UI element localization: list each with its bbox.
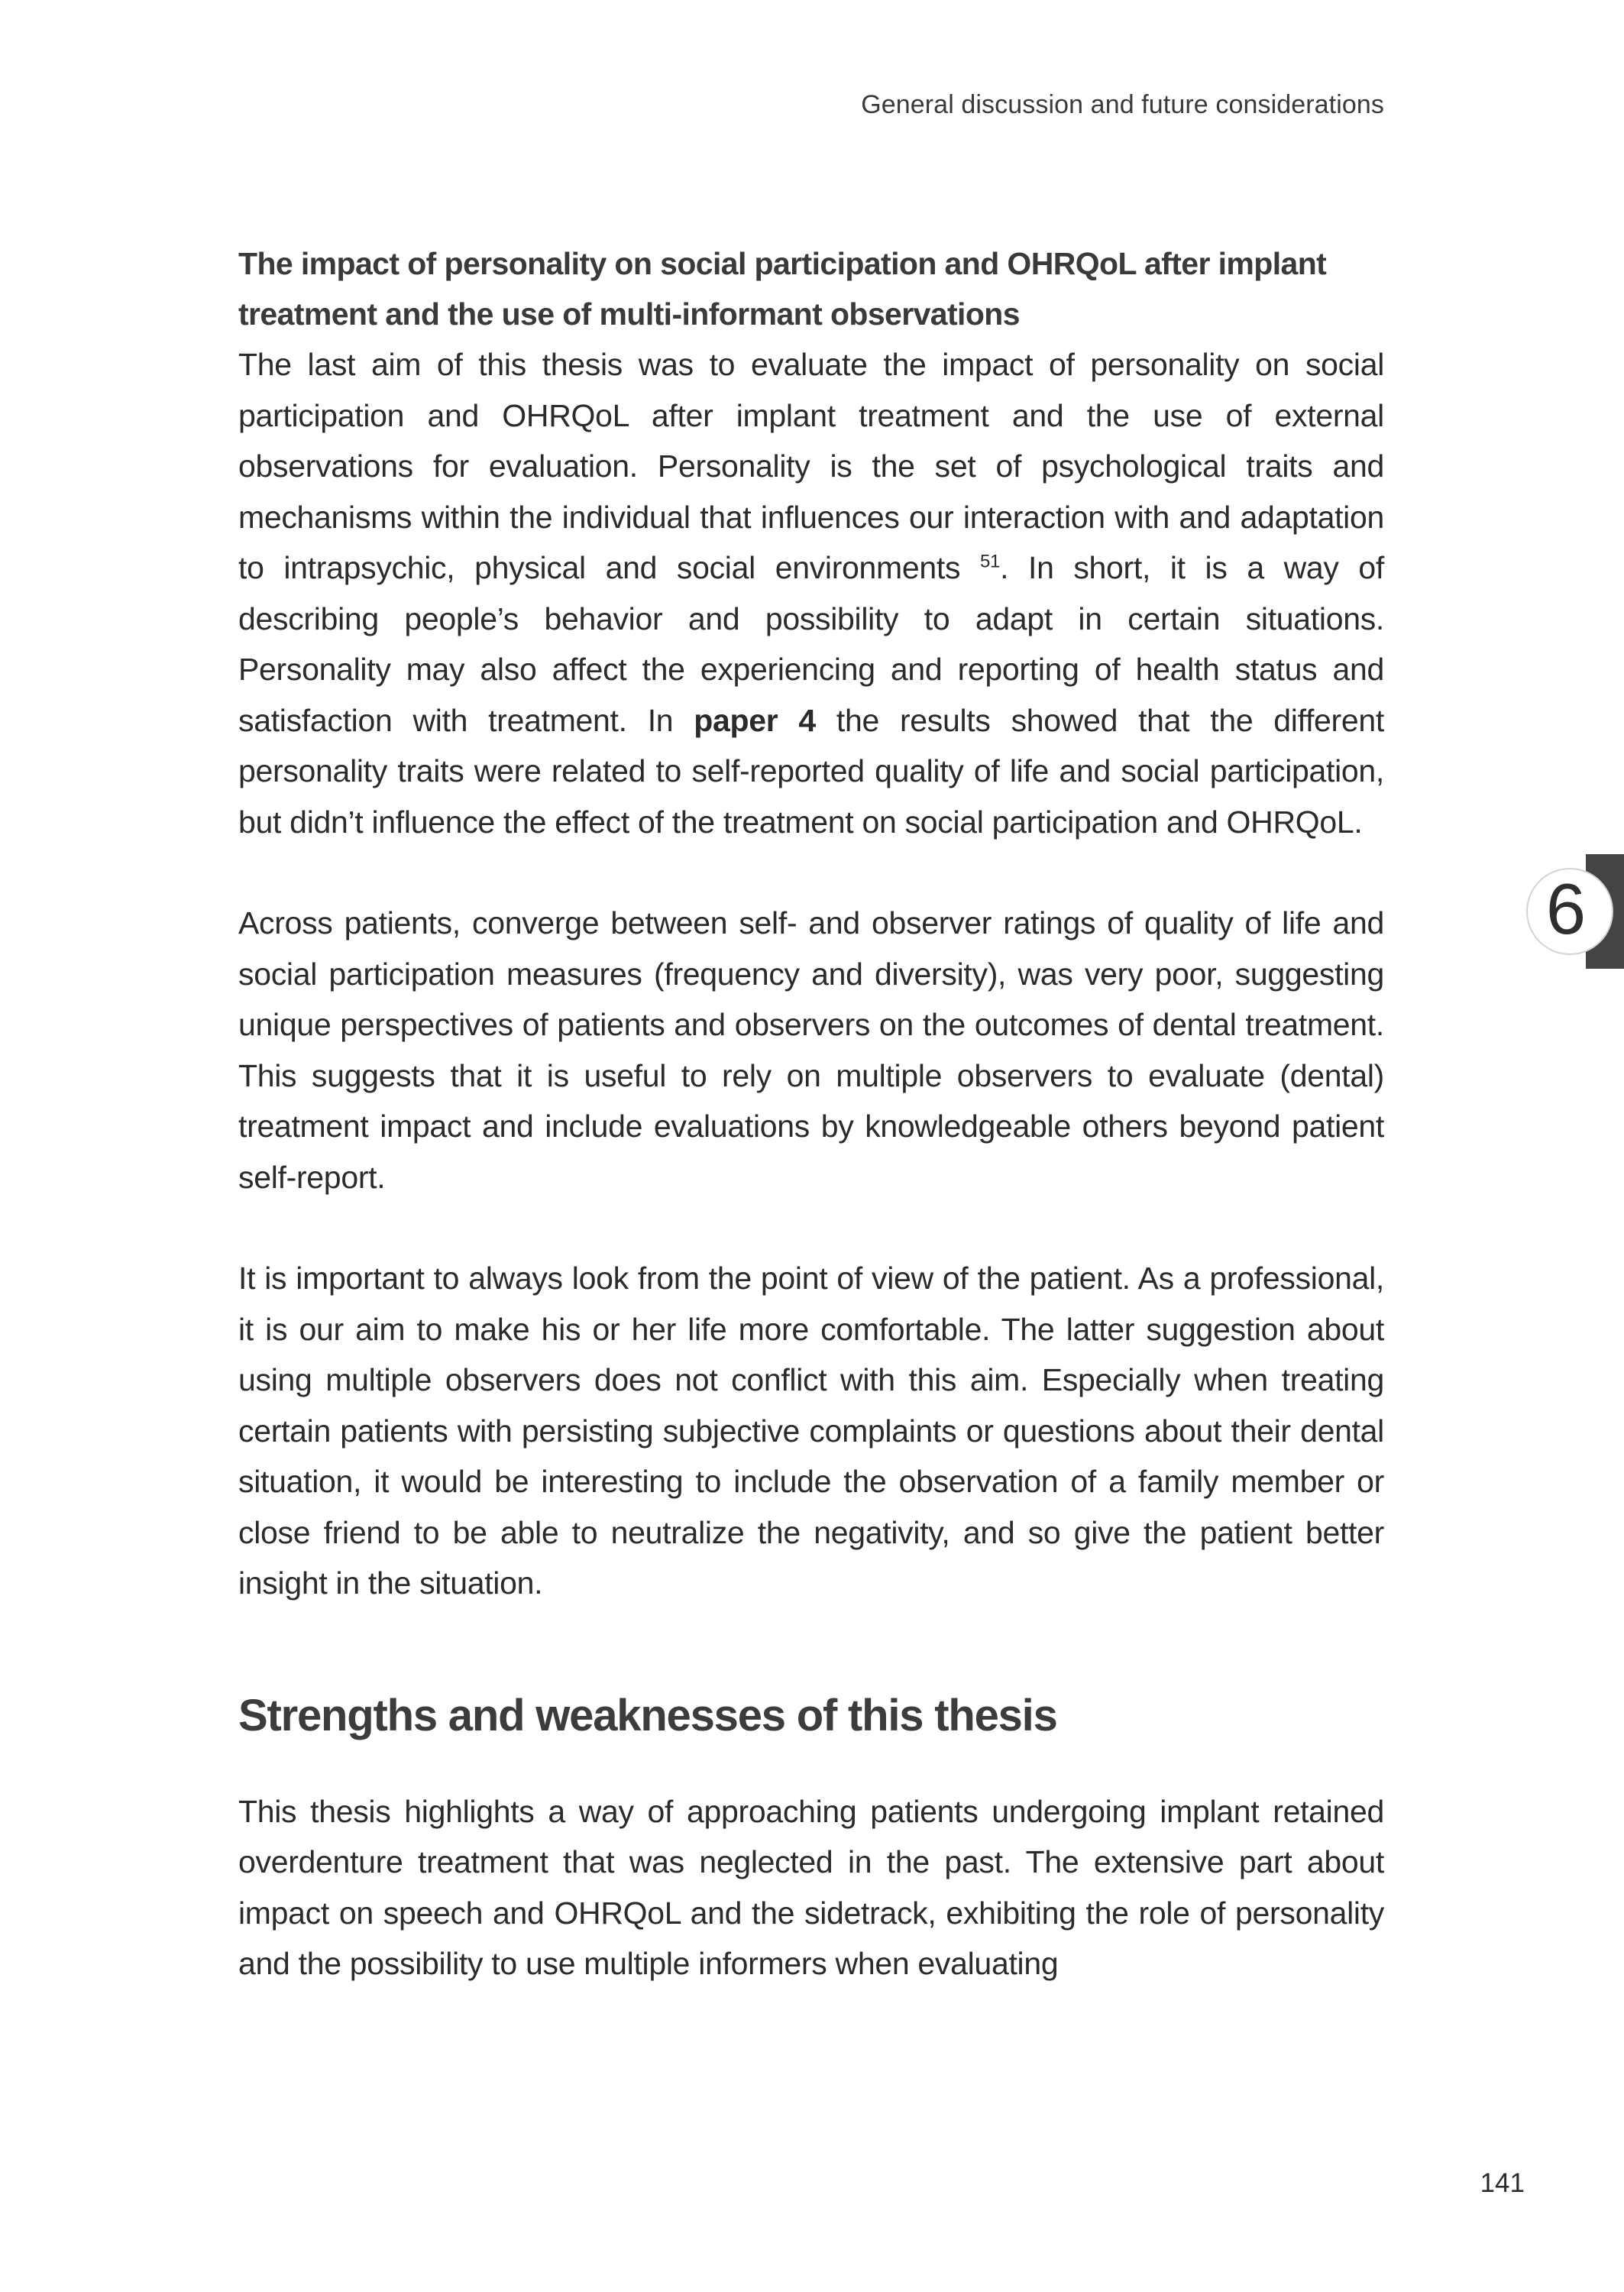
paragraph-spacer: [238, 1203, 1384, 1253]
paragraph-text: the results showed that the different personality traits were related to self-reported quality of life and social participation, but didn’t influence the effect of the treatment on social participation and OHRQoL.: [238, 702, 1384, 840]
running-header: General discussion and future considerations: [861, 90, 1384, 119]
citation-superscript: 51: [980, 551, 1001, 572]
paragraph-text: The last aim of this thesis was to evaluate the impact of personality on social participation and OHRQoL after implant treatment and the use of external observations for evaluation. Personality is the set of psychological traits and mechanisms within the individual that influences our interaction with and adaptation to intrapsychic, physical and social environments: [238, 347, 1384, 585]
section-subheading-personality: The impact of personality on social participation and OHRQoL after implant treatment and the use of multi-informant observations: [238, 246, 1327, 332]
page-content: [238, 238, 1384, 1989]
paper-reference: paper 4: [694, 702, 816, 738]
page-number: 141: [1480, 2168, 1525, 2198]
section-spacer: [238, 1609, 1384, 1685]
heading-spacer: [238, 1747, 1384, 1786]
paragraph-observer-ratings: Across patients, converge between self- and observer ratings of quality of life and social participation measures (frequency and diversity), was very poor, suggesting unique perspectives of patients and observers on the outcomes of dental treatment. This suggests that it is useful to rely on multiple observers to evaluate (dental) treatment impact and include evaluations by knowledgeable others beyond patient self-report.: [238, 905, 1384, 1195]
paragraph-strengths: This thesis highlights a way of approaching patients undergoing implant retained overdenture treatment that was neglected in the past. The extensive part about impact on speech and OHRQoL and the sidetrack, exhibiting the role of personality and the possibility to use multiple informers when evaluating: [238, 1793, 1384, 1981]
paragraph-spacer: [238, 847, 1384, 898]
paragraph-text: . In short, it is a way of describing people’s behavior and possibility to adapt in certain situations. Personality may also affect the experiencing and reporting of health status and satisfaction with treatment. In: [238, 550, 1384, 738]
chapter-number: 6: [1545, 869, 1587, 949]
paragraph-patient-viewpoint: It is important to always look from the point of view of the patient. As a professional, it is our aim to make his or her life more comfortable. The latter suggestion about using multiple observers does not conflict with this aim. Especially when treating certain patients with persisting subjective complaints or questions about their dental situation, it would be interesting to include the observation of a family member or close friend to be able to neutralize the negativity, and so give the patient better insight in the situation.: [238, 1261, 1384, 1601]
paragraph-personality-aim: [238, 339, 1384, 847]
section-heading-strengths: Strengths and weaknesses of this thesis: [238, 1690, 1057, 1740]
